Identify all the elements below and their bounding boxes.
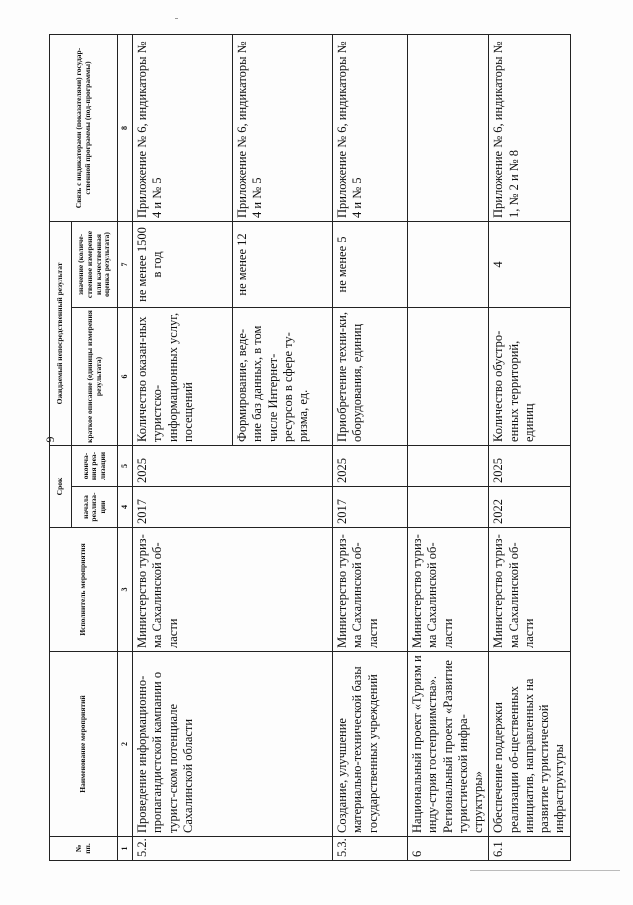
- scan-mark: [175, 18, 178, 19]
- col-number: 3: [118, 528, 133, 652]
- row-start: 2017: [133, 487, 333, 528]
- table-row: [408, 34, 489, 860]
- col-number: 2: [118, 652, 133, 837]
- row-executor: Министерство туриз-ма Сахалинской об-ласти: [408, 528, 489, 652]
- rotated-table-container: [49, 35, 587, 861]
- row-executor: Министерство туриз-ма Сахалинской об-ласти: [489, 528, 570, 652]
- row-link: Приложение № 6, индикаторы № 4 и № 5: [133, 34, 233, 221]
- col-number: 5: [118, 445, 133, 486]
- row-num: 5.2.: [133, 837, 333, 861]
- header-num: № пп.: [50, 837, 118, 861]
- header-term-end: оконча-ния реа-лизации: [72, 445, 118, 486]
- row-link: Приложение № 6, индикаторы № 4 и № 5: [233, 34, 333, 221]
- row-num: 6.1: [489, 837, 570, 861]
- row-start: 2022: [489, 487, 570, 528]
- col-number: 6: [118, 307, 133, 445]
- col-number: 8: [118, 34, 133, 221]
- row-num: 5.3.: [333, 837, 408, 861]
- table-row: [133, 34, 233, 860]
- row-executor: Министерство туриз-ма Сахалинской об-ласти: [133, 528, 333, 652]
- row-result-value: [408, 221, 489, 307]
- header-name: Наименование мероприятий: [50, 652, 118, 837]
- header-result-desc: краткое описание (единицы измерения результата): [72, 307, 118, 445]
- header-term: Срок: [50, 445, 72, 527]
- page-number: 6: [43, 436, 58, 443]
- header-term-start: начала реализа-ции: [72, 487, 118, 528]
- header-executor: Исполнитель мероприятия: [50, 528, 118, 652]
- col-number: 4: [118, 487, 133, 528]
- header-link: Связь с индикаторами (показателями) государ-ственной программы (под-программы): [50, 34, 118, 221]
- row-end: 2025: [489, 445, 570, 486]
- row-name: Обеспечение поддержки реализации об-щественных инициатив, направленных на развитие туристической инфраструктуры: [489, 652, 570, 837]
- row-result-desc: Количество обустро-енных территорий, единиц: [489, 307, 570, 445]
- activities-table: [49, 34, 571, 861]
- row-result-desc: Формирование, веде-ние баз данных, в том числе Интернет-ресурсов в сфере ту-ризма, ед.: [233, 307, 333, 445]
- col-number: 1: [118, 837, 133, 861]
- row-end: 2025: [133, 445, 333, 486]
- row-start: [408, 487, 489, 528]
- row-start: 2017: [333, 487, 408, 528]
- row-end: 2025: [333, 445, 408, 486]
- row-result-value: 4: [489, 221, 570, 307]
- row-result-value: не менее 12: [233, 221, 333, 307]
- col-number: 7: [118, 221, 133, 307]
- row-result-desc: [408, 307, 489, 445]
- row-result-value: не менее 1500 в год: [133, 221, 233, 307]
- row-link: [408, 34, 489, 221]
- column-numbers-row: [118, 34, 133, 860]
- scan-mark: [470, 870, 620, 871]
- row-name: Создание, улучшение материально-технической базы государственных учреждений: [333, 652, 408, 837]
- header-result-value: значение (количе-ственное измерение или качественная оценка результата): [72, 221, 118, 307]
- row-link: Приложение № 6, индикаторы № 1, № 2 и № 8: [489, 34, 570, 221]
- row-result-desc: Приобретение техни-ки, оборудования, единиц: [333, 307, 408, 445]
- row-result-desc: Количество оказан-ных туристско-информационных услуг, посещений: [133, 307, 233, 445]
- row-name: Проведение информационно-пропагандистской кампании о турист-ском потенциале Сахалинской области: [133, 652, 333, 837]
- table-row: [333, 34, 408, 860]
- row-result-value: не менее 5: [333, 221, 408, 307]
- table-row: [489, 34, 570, 860]
- header-result: Ожидаемый непосредственный результат: [50, 221, 72, 445]
- row-end: [408, 445, 489, 486]
- row-link: Приложение № 6, индикаторы № 4 и № 5: [333, 34, 408, 221]
- row-num: 6: [408, 837, 489, 861]
- row-executor: Министерство туриз-ма Сахалинской об-ласти: [333, 528, 408, 652]
- row-name: Национальный проект «Туризм и инду-стрия гостеприимства». Региональный проект «Развитие туристической инфра-структуры»: [408, 652, 489, 837]
